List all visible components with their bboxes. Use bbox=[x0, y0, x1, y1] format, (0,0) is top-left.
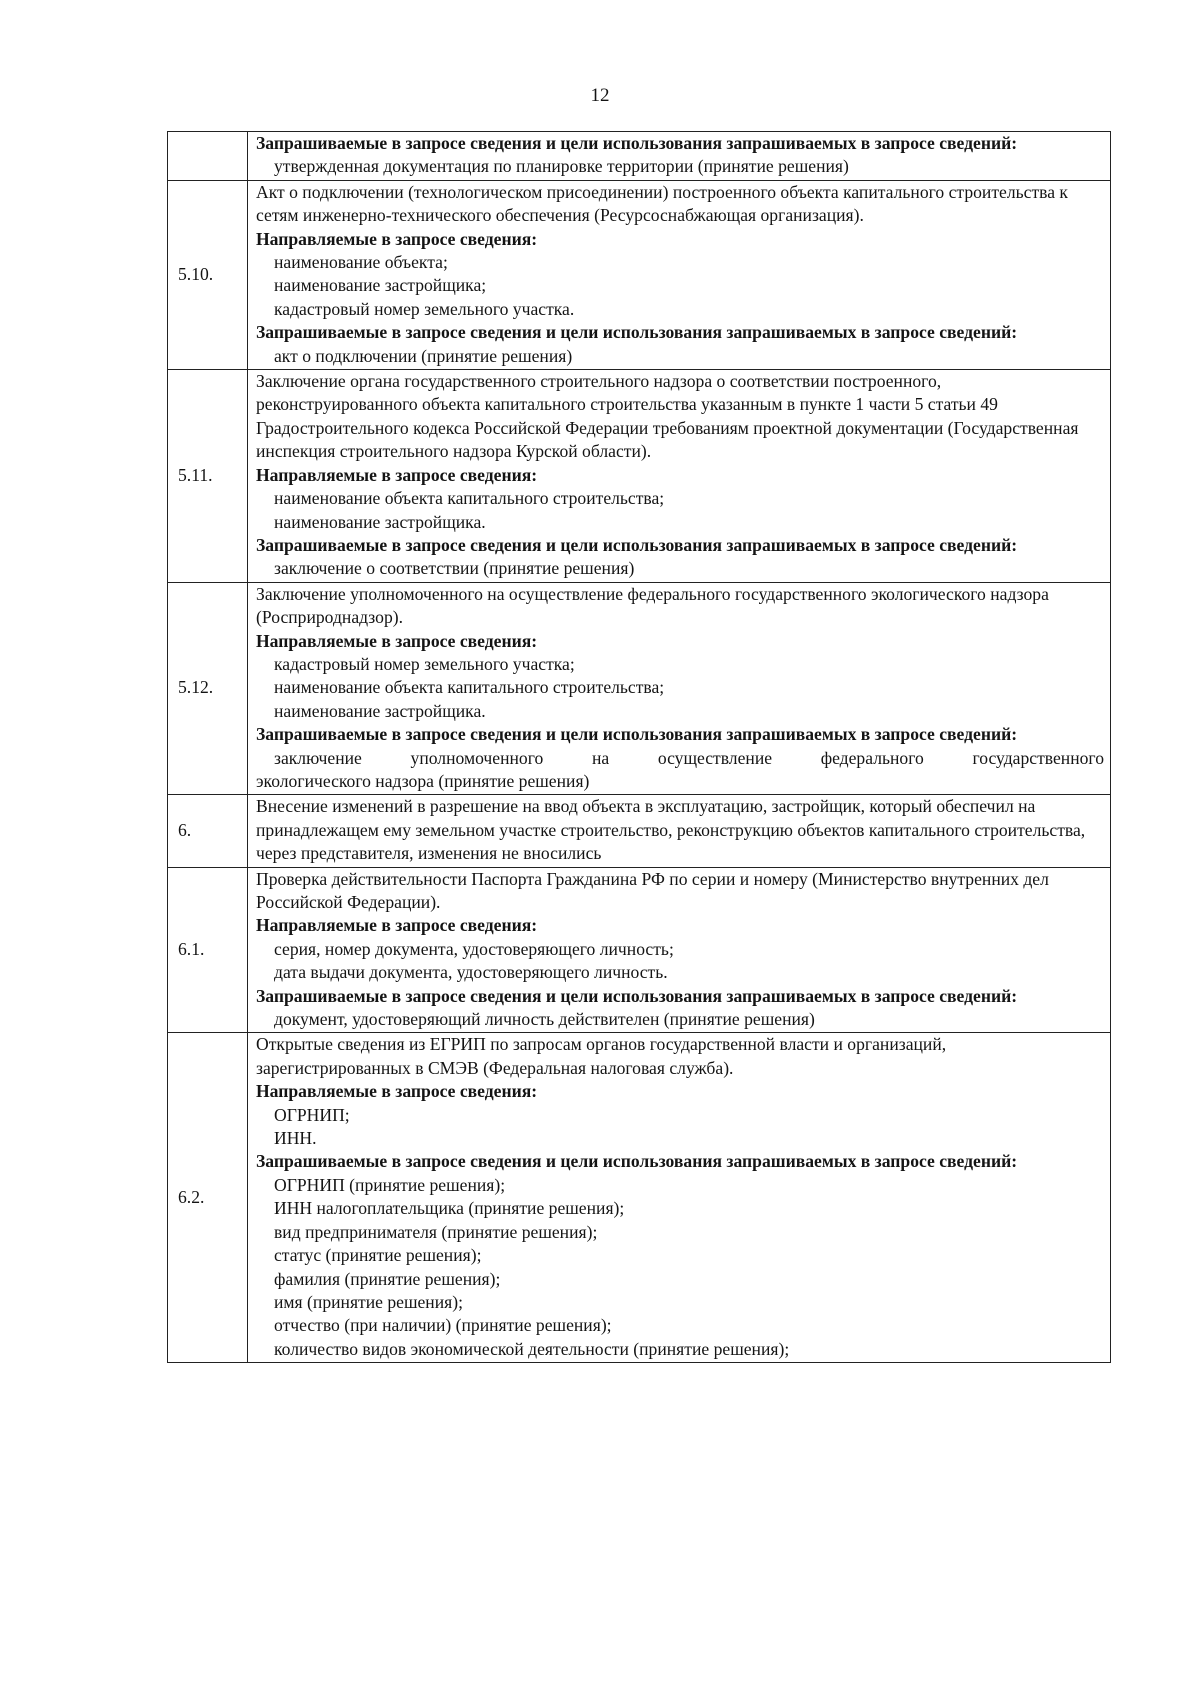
row-content bbox=[248, 1033, 1111, 1363]
list-item: наименование застройщика. bbox=[274, 700, 486, 721]
list-item: отчество (при наличии) (принятие решения); bbox=[274, 1315, 612, 1336]
section-heading: Запрашиваемые в запросе сведения и цели использования запрашиваемых в запросе сведений: bbox=[256, 534, 1018, 555]
table-row bbox=[168, 370, 1111, 583]
section-heading: Запрашиваемые в запросе сведения и цели использования запрашиваемых в запросе сведений: bbox=[256, 133, 1018, 153]
section-heading: Запрашиваемые в запросе сведения и цели использования запрашиваемых в запросе сведений: bbox=[256, 322, 1018, 343]
list-item: ИНН. bbox=[274, 1128, 317, 1149]
list-item: наименование застройщика; bbox=[274, 275, 487, 296]
row-number: 5.12. bbox=[168, 582, 248, 795]
content-text: Открытые сведения из ЕГРИП по запросам органов государственной власти и организаций, зарегистрированных в СМЭВ (Федеральная налоговая служба). bbox=[256, 1034, 947, 1078]
table-row bbox=[168, 132, 1111, 181]
list-item: ОГРНИП (принятие решения); bbox=[274, 1174, 506, 1195]
table-row bbox=[168, 867, 1111, 1033]
table-row bbox=[168, 795, 1111, 867]
table-row bbox=[168, 582, 1111, 795]
content-text: Внесение изменений в разрешение на ввод объекта в эксплуатацию, застройщик, который обеспечил на принадлежащем ему земельном участке строительство, реконструкцию объектов капитального строительства, через представителя, изменения не вносились bbox=[256, 796, 1086, 864]
row-content bbox=[248, 370, 1111, 583]
list-item: утвержденная документация по планировке территории (принятие решения) bbox=[274, 156, 849, 177]
content-text: Проверка действительности Паспорта Гражданина РФ по серии и номеру (Министерство внутренних дел Российской Федерации). bbox=[256, 868, 1049, 912]
table-row bbox=[168, 1033, 1111, 1363]
content-text: экологического надзора (принятие решения) bbox=[256, 770, 590, 791]
list-item: кадастровый номер земельного участка; bbox=[274, 653, 575, 674]
section-heading: Запрашиваемые в запросе сведения и цели использования запрашиваемых в запросе сведений: bbox=[256, 985, 1018, 1006]
list-item: заключение уполномоченного на осуществление федерального государственного bbox=[274, 747, 1104, 768]
list-item: дата выдачи документа, удостоверяющего личность. bbox=[274, 962, 668, 983]
page-number: 12 bbox=[590, 85, 610, 106]
list-item: наименование объекта капитального строительства; bbox=[274, 677, 665, 698]
content-text: Заключение органа государственного строительного надзора о соответствии построенного, реконструированного объекта капитального строительства указанным в пункте 1 части 5 статьи 49 Градостроительного кодекса Российской Федерации требованиям проектной документации (Государственная инспекция строительного надзора Курской области). bbox=[256, 371, 1079, 462]
list-item: кадастровый номер земельного участка. bbox=[274, 298, 575, 319]
section-heading: Направляемые в запросе сведения: bbox=[256, 915, 538, 936]
list-item: серия, номер документа, удостоверяющего личность; bbox=[274, 938, 674, 959]
list-item: вид предпринимателя (принятие решения); bbox=[274, 1221, 598, 1242]
list-item: количество видов экономической деятельности (принятие решения); bbox=[274, 1338, 790, 1359]
row-content bbox=[248, 795, 1111, 867]
list-item: статус (принятие решения); bbox=[274, 1245, 482, 1266]
section-heading: Запрашиваемые в запросе сведения и цели использования запрашиваемых в запросе сведений: bbox=[256, 724, 1018, 745]
list-item: наименование объекта капитального строительства; bbox=[274, 488, 665, 509]
section-heading: Направляемые в запросе сведения: bbox=[256, 1081, 538, 1102]
table-body bbox=[168, 132, 1111, 1363]
list-item: ИНН налогоплательщика (принятие решения); bbox=[274, 1198, 625, 1219]
list-item: имя (принятие решения); bbox=[274, 1291, 463, 1312]
section-heading: Направляемые в запросе сведения: bbox=[256, 630, 538, 651]
row-number: 5.10. bbox=[168, 180, 248, 369]
list-item: акт о подключении (принятие решения) bbox=[274, 345, 573, 366]
list-item: заключение о соответствии (принятие решения) bbox=[274, 558, 635, 579]
row-number: 6.2. bbox=[168, 1033, 248, 1363]
section-heading: Направляемые в запросе сведения: bbox=[256, 228, 538, 249]
section-heading: Запрашиваемые в запросе сведения и цели использования запрашиваемых в запросе сведений: bbox=[256, 1151, 1018, 1172]
list-item: наименование застройщика. bbox=[274, 511, 486, 532]
row-number bbox=[168, 132, 248, 181]
content-text: Заключение уполномоченного на осуществление федерального государственного экологического надзора (Росприроднадзор). bbox=[256, 583, 1049, 628]
row-content bbox=[248, 867, 1111, 1033]
section-heading: Направляемые в запросе сведения: bbox=[256, 464, 538, 485]
content-text: Акт о подключении (технологическом присоединении) построенного объекта капитального строительства к сетям инженерно-технического обеспечения (Ресурсоснабжающая организация). bbox=[256, 181, 1068, 226]
row-content bbox=[248, 582, 1111, 795]
document-table bbox=[167, 131, 1111, 1363]
list-item: наименование объекта; bbox=[274, 252, 448, 273]
table-row bbox=[168, 180, 1111, 369]
row-number: 6. bbox=[168, 795, 248, 867]
row-number: 6.1. bbox=[168, 867, 248, 1033]
list-item: ОГРНИП; bbox=[274, 1104, 350, 1125]
row-number: 5.11. bbox=[168, 370, 248, 583]
row-content bbox=[248, 180, 1111, 369]
row-content bbox=[248, 132, 1111, 181]
list-item: документ, удостоверяющий личность действителен (принятие решения) bbox=[274, 1009, 815, 1030]
list-item: фамилия (принятие решения); bbox=[274, 1268, 501, 1289]
